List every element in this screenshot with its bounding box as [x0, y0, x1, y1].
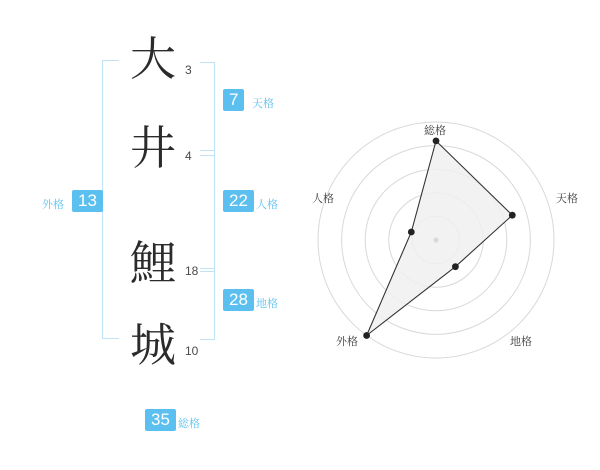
- tenkaku-label: 天格: [252, 98, 274, 110]
- jinkaku-label: 人格: [256, 199, 278, 211]
- radar-chart-svg: [306, 110, 566, 370]
- chikaku-value: 28: [223, 289, 254, 311]
- kanji-char-4: 城: [130, 318, 176, 372]
- radar-label-tenkaku: 天格: [556, 193, 578, 205]
- stroke-count-1: 3: [185, 63, 192, 77]
- tenkaku-bracket: [200, 62, 215, 156]
- radar-label-chikaku: 地格: [510, 336, 532, 348]
- tenkaku-value: 7: [223, 89, 244, 111]
- stroke-count-3: 18: [185, 264, 199, 278]
- gaikaku-value: 13: [72, 190, 103, 212]
- soukaku-value: 35: [145, 409, 176, 431]
- gaikaku-label: 外格: [42, 199, 64, 211]
- kanji-char-3: 鯉: [130, 236, 176, 290]
- radar-center-dot: [433, 237, 438, 242]
- stroke-count-2: 4: [185, 149, 192, 163]
- outer-bracket: [102, 60, 119, 339]
- kanji-char-2: 井: [130, 121, 176, 175]
- soukaku-label: 総格: [178, 418, 200, 430]
- radar-label-soukaku: 総格: [424, 125, 446, 137]
- jinkaku-bracket: [200, 150, 215, 272]
- chikaku-label: 地格: [256, 298, 278, 310]
- radar-label-gaikaku: 外格: [336, 336, 358, 348]
- kanji-char-1: 大: [130, 32, 176, 86]
- radar-label-jinkaku: 人格: [312, 193, 334, 205]
- stroke-count-4: 10: [185, 344, 199, 358]
- jinkaku-value: 22: [223, 190, 254, 212]
- chikaku-bracket: [200, 268, 215, 340]
